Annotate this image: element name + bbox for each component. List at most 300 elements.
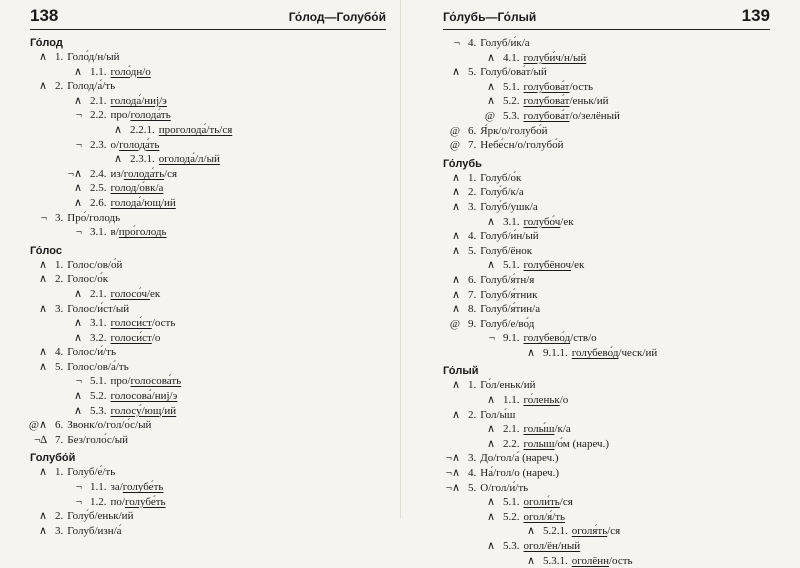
entry-body — [526, 346, 658, 361]
entry-number: 7. — [55, 433, 64, 446]
entry-number: 5.1. — [503, 80, 520, 93]
derivation-marker: @ — [449, 124, 460, 137]
entry-body — [486, 422, 571, 437]
derivation-marker: ∧ — [451, 408, 460, 421]
derivation-marker: ¬∧ — [445, 452, 460, 465]
derivation-marker: ∧ — [486, 394, 495, 407]
entry-body — [113, 123, 233, 138]
entry-prefix: Голуб/я́тн/я — [480, 273, 535, 286]
entry-number: 2.5. — [90, 182, 107, 195]
entry-body — [445, 466, 560, 481]
entry-row — [30, 50, 386, 65]
entry-stem: огол/я́/ть — [523, 510, 566, 523]
entry-row — [443, 422, 770, 437]
entry-prefix: Голо́д/н/ый — [67, 51, 120, 63]
entry-number: 3. — [55, 211, 64, 224]
derivation-marker: ¬∧ — [445, 481, 460, 494]
entry-prefix: Голуб/е/во́д — [480, 317, 535, 330]
entry-body — [38, 509, 134, 524]
entry-row — [30, 495, 386, 510]
entry-prefix: Небе́сн/о/голубо́й — [480, 139, 564, 152]
entry-prefix: Голос/и́ст/ый — [67, 302, 130, 315]
entry-row — [443, 481, 770, 496]
entry-stem: голы́ш — [523, 423, 555, 436]
entry-suffix: /ек — [560, 215, 574, 228]
entry-row — [30, 272, 386, 287]
entry-stem: оголи́ть — [523, 496, 560, 509]
derivation-marker: ∧ — [73, 182, 82, 195]
entry-row — [443, 65, 770, 80]
entry-body — [73, 331, 161, 346]
entry-prefix: про/ — [110, 109, 131, 122]
entry-suffix: /ость — [569, 80, 594, 93]
entry-row — [30, 316, 386, 331]
derivation-marker: ∧ — [486, 496, 495, 509]
right-page-number: 139 — [741, 6, 770, 25]
derivation-marker: ∧ — [486, 540, 495, 552]
entry-prefix: О/гол/и́/ть — [480, 481, 529, 494]
derivation-marker: ∧ — [451, 379, 460, 392]
headword: Го́лод — [30, 37, 63, 49]
entry-number: 1.1. — [503, 394, 520, 407]
entry-prefix: Без/голо́с/ый — [67, 433, 129, 446]
entry-number: 5.3.1. — [543, 554, 568, 567]
entry-body — [451, 302, 541, 317]
entry-body — [75, 138, 160, 153]
entry-body — [445, 481, 529, 496]
derivation-marker: ∧ — [451, 171, 460, 184]
entry-row — [30, 360, 386, 375]
entry-stem: голо́дн/о — [110, 65, 151, 78]
right-running-head — [443, 6, 770, 30]
derivation-marker: ¬ — [488, 332, 495, 345]
entry-number: 2.2.1. — [130, 123, 155, 136]
entry-number: 9. — [468, 317, 477, 330]
entry-prefix: Голуб/и́к/а — [480, 37, 530, 49]
entry-body — [451, 273, 535, 288]
entry-suffix: /ость — [609, 554, 633, 567]
derivation-marker: ∧ — [73, 196, 82, 209]
entry-row — [30, 524, 386, 539]
entry-number: 5. — [55, 360, 64, 373]
entry-suffix: /к/а — [554, 423, 571, 436]
derivation-marker: ∧ — [526, 525, 535, 538]
derivation-marker: ∧ — [38, 302, 47, 315]
entry-body — [73, 181, 164, 196]
entry-row — [30, 79, 386, 94]
entry-number: 7. — [468, 288, 477, 301]
derivation-marker: @ — [449, 139, 460, 152]
entry-number: 4. — [55, 346, 64, 359]
entry-row — [443, 451, 770, 466]
derivation-marker: ∧ — [486, 215, 495, 228]
entry-prefix: Я́рк/о/голубо́й — [480, 124, 548, 137]
entry-body — [75, 495, 166, 510]
entry-number: 3.1. — [503, 215, 520, 228]
entry-stem: голубо́ч — [523, 215, 561, 228]
entry-stem: голод/о́вк/а — [110, 182, 164, 195]
entry-stem: голода́ть — [130, 109, 171, 122]
entry-suffix: /о — [559, 394, 569, 407]
entry-stem: голосу́/ющ/ий — [110, 404, 177, 417]
entry-number: 2. — [468, 186, 477, 199]
entry-body — [67, 167, 178, 182]
entry-prefix: Голуб/ёнок — [480, 244, 533, 257]
entry-stem: голосова́ть — [130, 375, 182, 388]
derivation-marker: ∧ — [38, 258, 47, 271]
entry-body — [73, 287, 161, 302]
entry-number: 1. — [468, 379, 477, 392]
entry-stem: огол/ён/ный — [523, 540, 581, 552]
entry-body — [75, 108, 171, 123]
entry-prefix: Голуб/я́тник — [480, 288, 538, 301]
derivation-marker: ∧ — [113, 153, 122, 166]
entry-suffix: /о́м (нареч.) — [554, 437, 609, 450]
entry-number: 3. — [55, 302, 64, 315]
entry-row — [443, 408, 770, 423]
entry-row — [443, 539, 770, 554]
entry-number: 2.3. — [90, 138, 107, 151]
entry-stem: голосо́ч/ — [110, 287, 151, 300]
entry-body — [484, 109, 620, 124]
entry-stem: голода́/ниј/э — [110, 94, 167, 107]
derivation-marker: ∧ — [451, 244, 460, 257]
derivation-marker: @∧ — [28, 419, 47, 432]
entry-prefix: Го́л/еньк/ий — [480, 379, 536, 392]
entry-body — [73, 316, 176, 331]
entry-number: 5.2. — [503, 510, 520, 523]
entry-prefix: Гол/ы́ш — [480, 408, 516, 421]
right-entries — [443, 36, 770, 568]
entry-stem: голубова́т — [523, 95, 570, 108]
entry-row — [30, 225, 386, 240]
entry-row — [30, 123, 386, 138]
entry-suffix: /о — [151, 331, 161, 344]
entry-row — [443, 393, 770, 408]
derivation-marker: @ — [484, 109, 495, 122]
entry-suffix: /ся — [607, 525, 621, 538]
entry-stem: голубе́ть — [124, 495, 166, 508]
entry-row — [443, 109, 770, 124]
entry-number: 3. — [468, 452, 477, 465]
entry-stem: оголода́/л/ый — [158, 153, 220, 166]
left-running-head — [30, 6, 386, 30]
derivation-marker: ¬∆ — [34, 433, 47, 446]
entry-number: 3. — [55, 524, 64, 537]
derivation-marker: ∧ — [73, 404, 82, 417]
entry-row — [443, 554, 770, 568]
entry-number: 3.1. — [90, 226, 107, 239]
entry-body — [75, 225, 167, 240]
entry-suffix: /ств/о — [570, 332, 597, 345]
entry-row — [443, 244, 770, 259]
entry-body — [451, 171, 522, 186]
derivation-marker: ∧ — [451, 200, 460, 213]
entry-stem: голубе́ть — [122, 481, 164, 494]
entry-row — [30, 138, 386, 153]
entry-number: 5.1. — [503, 259, 520, 272]
entry-number: 2.3.1. — [130, 153, 155, 166]
entry-number: 5.1. — [90, 375, 107, 388]
entry-body — [38, 258, 123, 273]
entry-number: 5. — [468, 244, 477, 257]
left-running-title: Го́лод—Голубо́й — [288, 10, 386, 24]
entry-number: 2.1. — [90, 94, 107, 107]
entry-number: 8. — [468, 303, 477, 316]
entry-number: 1. — [468, 171, 477, 184]
entry-row — [30, 167, 386, 182]
entry-body — [451, 408, 516, 423]
entry-stem: проголода́/ть/ся — [158, 123, 233, 136]
entry-number: 1. — [55, 466, 64, 479]
entry-body — [73, 389, 178, 404]
entry-row — [30, 389, 386, 404]
entry-row — [443, 200, 770, 215]
entry-row — [443, 510, 770, 525]
entry-body — [451, 288, 538, 303]
entry-row — [443, 215, 770, 230]
entry-row — [443, 346, 770, 361]
entry-number: 2.6. — [90, 196, 107, 209]
entry-stem: голуби́ч/н/ый — [523, 51, 587, 64]
entry-body — [449, 124, 548, 139]
entry-number: 4. — [468, 230, 477, 243]
entry-number: 2. — [55, 80, 64, 93]
entry-number: 6. — [468, 124, 477, 137]
entry-body — [486, 495, 573, 510]
entry-prefix: Голу́б/ушк/а — [480, 200, 538, 213]
entry-stem: голода́ть — [123, 167, 165, 180]
entry-body — [38, 79, 116, 94]
entry-number: 4.1. — [503, 51, 520, 64]
entry-stem: голубова́т — [523, 109, 570, 122]
entry-suffix: ек — [150, 287, 161, 300]
entry-stem: голода́ть — [119, 138, 160, 151]
entry-row — [30, 433, 386, 448]
entry-body — [445, 451, 559, 466]
entry-row — [443, 36, 770, 51]
derivation-marker: ¬∧ — [67, 167, 82, 180]
headword: Го́лос — [30, 244, 62, 257]
derivation-marker: ∧ — [73, 287, 82, 300]
entry-body — [526, 524, 621, 539]
entry-row — [443, 437, 770, 452]
derivation-marker: ∧ — [38, 80, 47, 93]
entry-prefix: Голуб/е́/ть — [67, 466, 116, 479]
entry-number: 5.2. — [90, 390, 107, 403]
entry-row — [30, 509, 386, 524]
entry-row — [443, 51, 770, 66]
entry-number: 3. — [468, 200, 477, 213]
entry-prefix: Голос/ов/а́/ть — [67, 360, 129, 373]
derivation-marker: ∧ — [486, 259, 495, 272]
entry-prefix: Голуб/я́тин/а — [480, 303, 541, 316]
derivation-marker: ¬ — [75, 481, 82, 494]
derivation-marker: ¬ — [40, 211, 47, 224]
entry-body — [486, 215, 574, 230]
entry-number: 2.1. — [503, 423, 520, 436]
entry-body — [449, 138, 564, 153]
entry-body — [28, 418, 152, 433]
derivation-marker: ∧ — [486, 95, 495, 108]
entry-number: 3.2. — [90, 331, 107, 344]
entry-number: 5. — [468, 481, 477, 494]
entry-row — [443, 185, 770, 200]
entry-prefix: за/ — [110, 481, 123, 494]
entry-number: 2.2. — [503, 437, 520, 450]
entry-row — [443, 80, 770, 95]
derivation-marker: ∧ — [38, 346, 47, 359]
entry-suffix: /еньк/ий — [569, 95, 609, 108]
entry-number: 6. — [468, 273, 477, 286]
entry-prefix: Голу́б/еньк/ий — [67, 510, 134, 523]
entry-body — [40, 211, 121, 226]
entry-row — [30, 196, 386, 211]
entry-number: 2.2. — [90, 109, 107, 122]
entry-body — [75, 374, 182, 389]
right-page — [400, 0, 800, 567]
entry-stem: голубево́д — [571, 346, 619, 359]
entry-number: 2. — [55, 510, 64, 523]
entry-body — [451, 65, 547, 80]
entry-body — [38, 360, 129, 375]
derivation-marker: ∧ — [486, 51, 495, 64]
entry-prefix: в/ — [110, 226, 119, 239]
derivation-marker: ∧ — [38, 51, 47, 63]
headword: Голубо́й — [30, 452, 76, 465]
entry-prefix: До/гол/а́ (нареч.) — [480, 452, 559, 465]
entry-body — [38, 302, 130, 317]
entry-number: 2.4. — [90, 167, 107, 180]
entry-number: 2. — [468, 408, 477, 421]
derivation-marker: ∧ — [73, 65, 82, 78]
entry-number: 5. — [468, 66, 477, 79]
headword: Го́лубь — [443, 157, 482, 170]
entry-row — [443, 138, 770, 153]
entry-number: 5.2. — [503, 95, 520, 108]
derivation-marker: ∧ — [38, 524, 47, 537]
entry-prefix: о/ — [110, 138, 120, 151]
entry-row — [30, 258, 386, 273]
derivation-marker: ∧ — [451, 303, 460, 316]
entry-stem: голода́/ющ/ий — [110, 196, 176, 209]
entry-number: 5.3. — [503, 109, 520, 122]
entry-body — [73, 196, 176, 211]
entry-row — [30, 480, 386, 495]
derivation-marker: ¬ — [75, 226, 82, 239]
derivation-marker: ∧ — [73, 317, 82, 330]
entry-number: 1.1. — [90, 481, 107, 494]
entry-row — [443, 124, 770, 139]
entry-body — [38, 524, 122, 539]
entry-body — [113, 152, 220, 167]
entry-row — [30, 211, 386, 226]
entry-stem: оголя́ть — [571, 525, 608, 538]
entry-row — [443, 331, 770, 346]
derivation-marker: ¬ — [75, 109, 82, 122]
entry-suffix: /ческ/ий — [618, 346, 658, 359]
entry-stem: про́голодь — [118, 226, 167, 239]
entry-prefix: Голос/и́/ть — [67, 346, 116, 359]
entry-number: 6. — [55, 419, 64, 432]
entry-prefix: Звонк/о/гол/о́с/ый — [67, 419, 152, 432]
entry-row — [443, 317, 770, 332]
entry-body — [449, 317, 535, 332]
derivation-marker: ∧ — [526, 346, 535, 359]
entry-stem: голубево́д — [523, 332, 571, 345]
entry-stem: голоси́ст — [110, 317, 152, 330]
right-running-title: Го́лубь—Го́лый — [443, 10, 537, 24]
entry-row — [443, 171, 770, 186]
entry-row — [443, 524, 770, 539]
entry-prefix: Голуб/о́к — [480, 171, 522, 184]
entry-row — [443, 288, 770, 303]
entry-row — [30, 65, 386, 80]
entry-row — [30, 331, 386, 346]
left-page-number: 138 — [30, 6, 59, 25]
entry-stem: го́леньк — [523, 394, 560, 407]
entry-prefix: из/ — [110, 167, 124, 180]
entry-stem: оголённ — [571, 554, 609, 567]
entry-body — [73, 94, 167, 109]
entry-row — [443, 302, 770, 317]
derivation-marker: ¬ — [75, 375, 82, 388]
entry-number: 1.2. — [90, 495, 107, 508]
derivation-marker: ∧ — [73, 331, 82, 344]
entry-row — [30, 418, 386, 433]
entry-row — [30, 108, 386, 123]
derivation-marker: ∧ — [486, 80, 495, 93]
entry-row — [30, 94, 386, 109]
entry-prefix: про/ — [110, 375, 131, 388]
entry-number: 2. — [55, 273, 64, 286]
derivation-marker: ¬ — [75, 495, 82, 508]
entry-row — [30, 152, 386, 167]
entry-number: 7. — [468, 139, 477, 152]
entry-body — [73, 404, 177, 419]
entry-prefix: Голос/о́к — [67, 273, 109, 286]
derivation-marker: ∧ — [113, 123, 122, 136]
entry-number: 9.1.1. — [543, 346, 568, 359]
entry-suffix: /о/зелёный — [569, 109, 620, 122]
entry-body — [451, 200, 538, 215]
entry-row — [443, 258, 770, 273]
entry-stem: голубёноч — [523, 259, 572, 272]
left-page — [0, 0, 400, 537]
entry-body — [451, 185, 524, 200]
entry-body — [38, 345, 116, 360]
entry-number: 4. — [468, 467, 477, 480]
entry-suffix: /ек — [571, 259, 585, 272]
entry-body — [486, 80, 594, 95]
entry-body — [486, 51, 587, 66]
entry-body — [451, 244, 533, 259]
entry-row — [443, 273, 770, 288]
derivation-marker: ∧ — [451, 288, 460, 301]
entry-body — [38, 272, 109, 287]
entry-row — [443, 229, 770, 244]
entry-row — [443, 378, 770, 393]
derivation-marker: ∧ — [486, 510, 495, 523]
entry-number: 1. — [55, 258, 64, 271]
entry-row — [443, 466, 770, 481]
entry-row — [30, 287, 386, 302]
entry-number: 5.1. — [503, 496, 520, 509]
entry-body — [486, 510, 566, 525]
entry-row — [30, 404, 386, 419]
entry-body — [451, 378, 536, 393]
derivation-marker: ∧ — [38, 510, 47, 523]
